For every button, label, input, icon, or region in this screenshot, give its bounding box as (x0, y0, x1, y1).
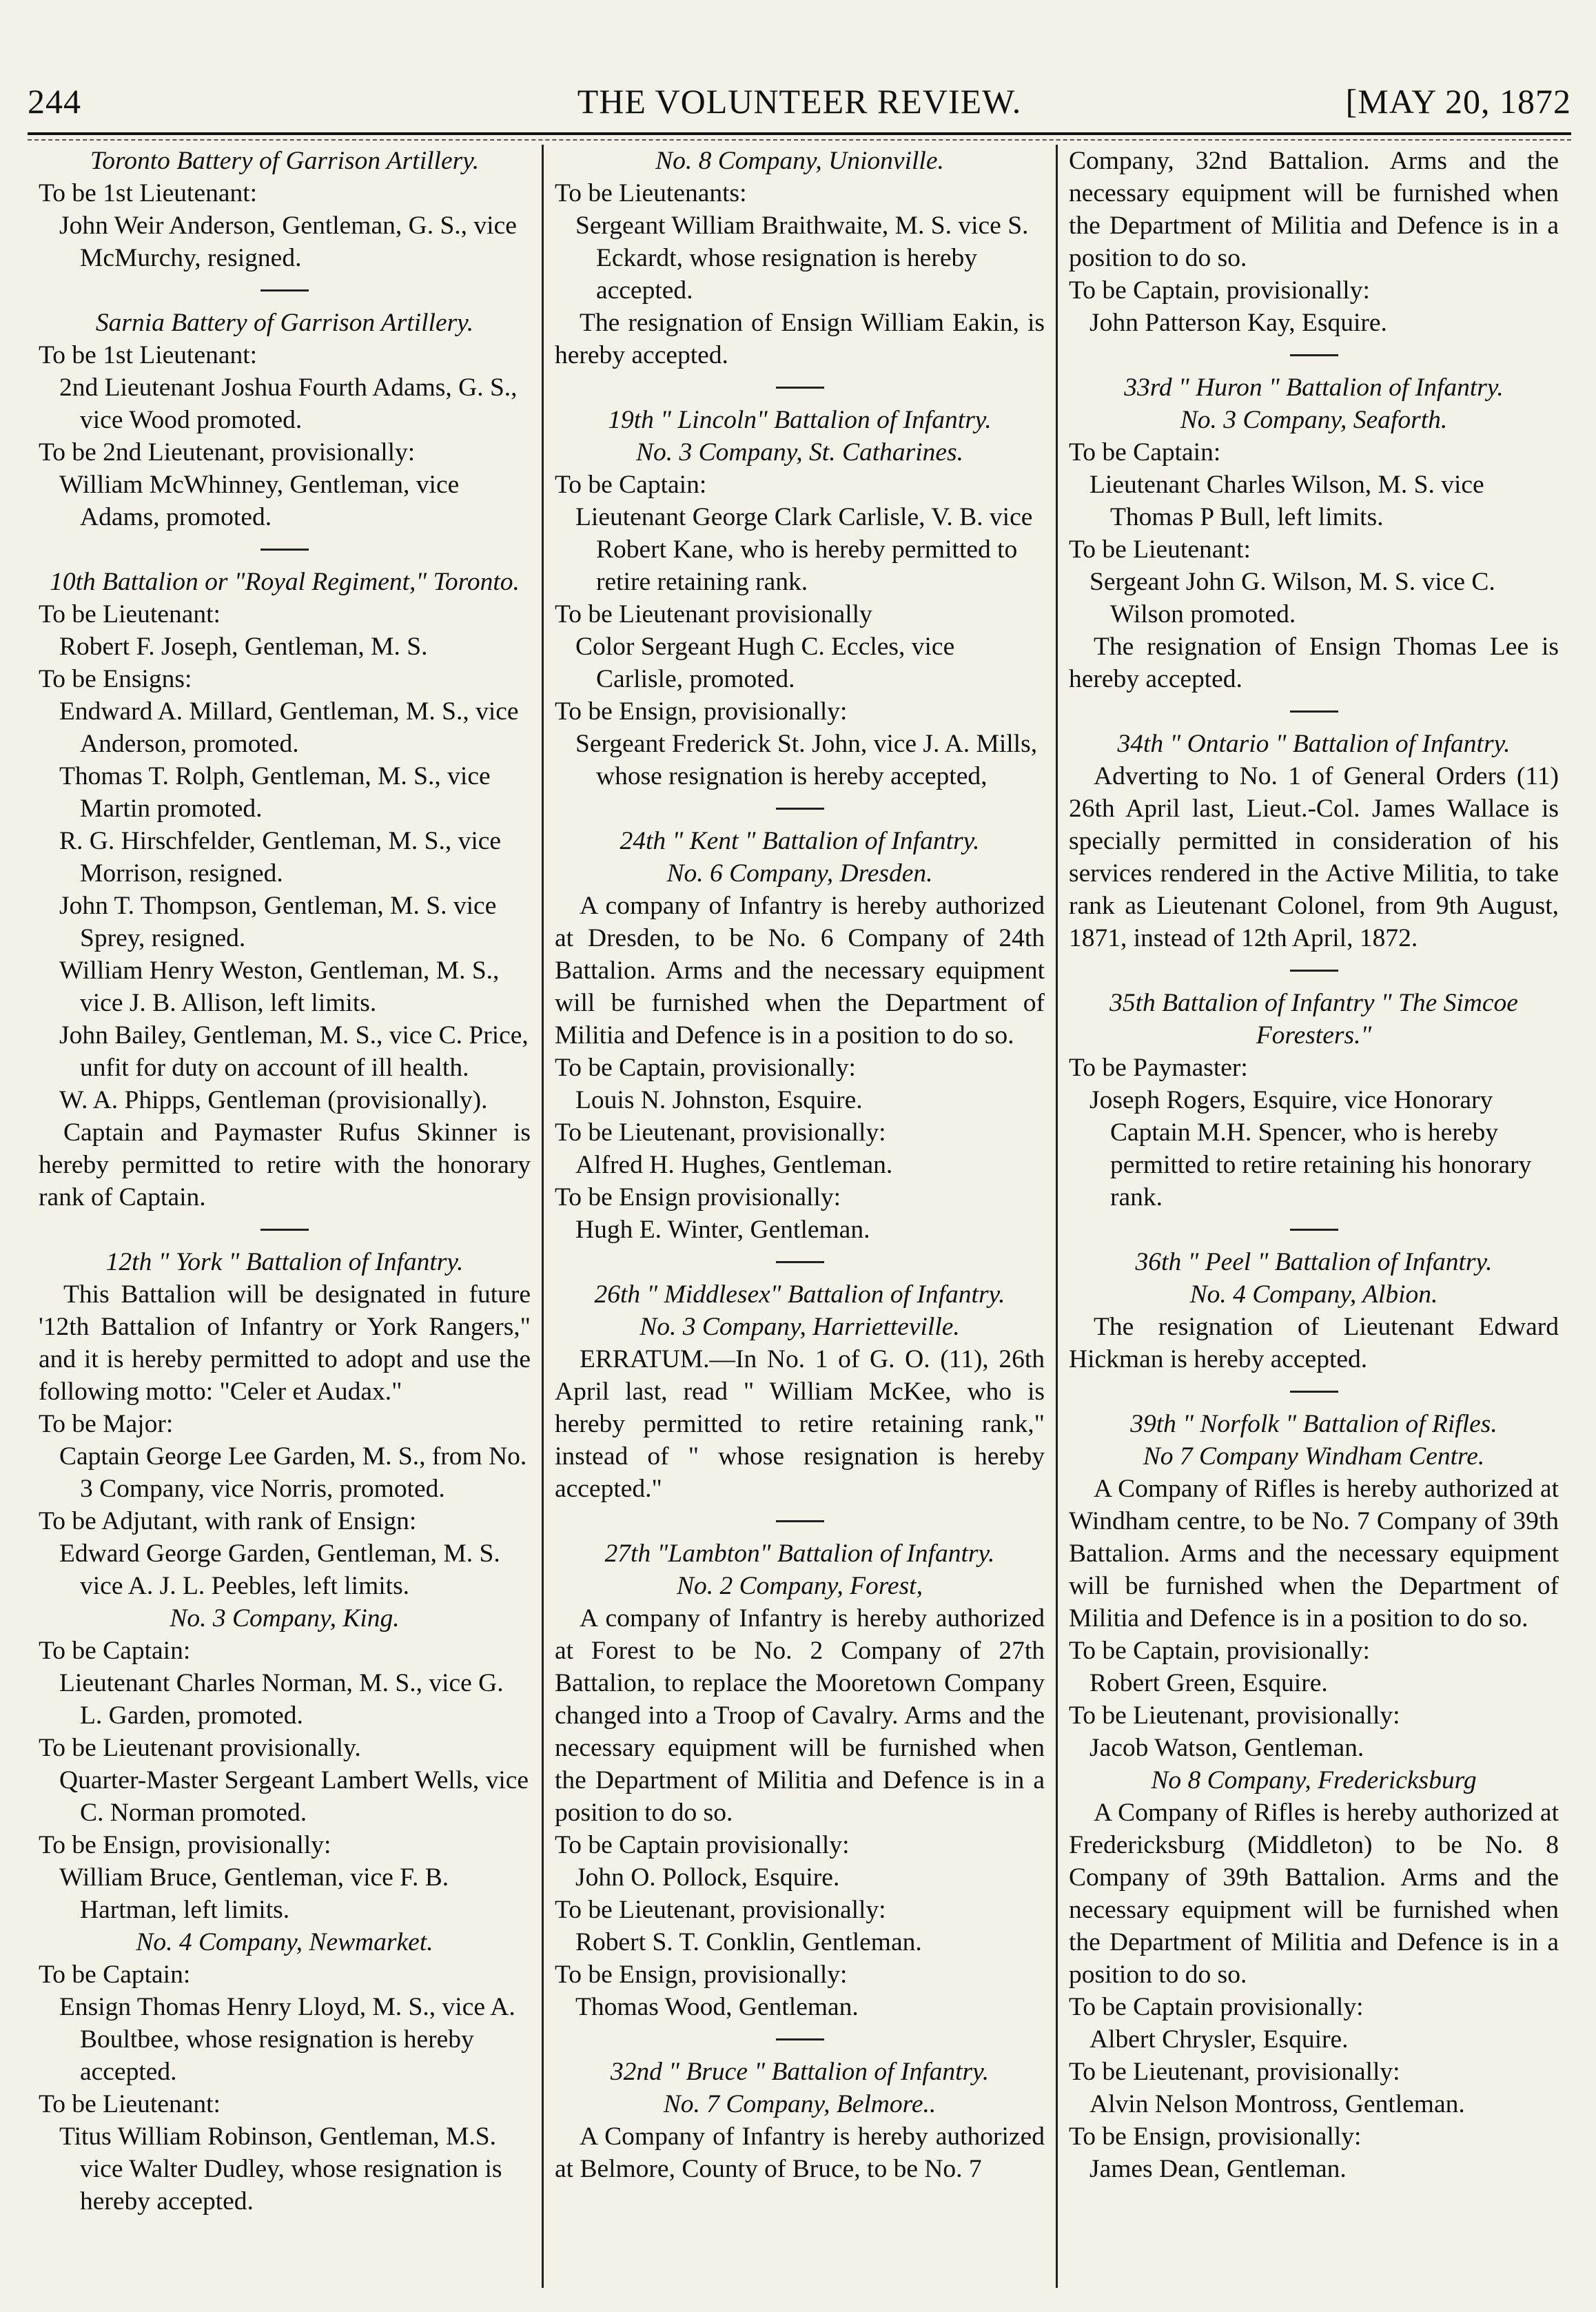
appointment-heading: To be Lieutenant: (1069, 535, 1251, 564)
appointment-heading: To be Captain, provisionally: (1069, 276, 1370, 305)
appointment-entry: Robert Green, Esquire. (1089, 1669, 1328, 1697)
appointment-entry: Sergeant John G. Wilson, M. S. vice C. Wilson promoted. (1089, 568, 1495, 628)
appointment-entry: Lieutenant Charles Wilson, M. S. vice Thomas P Bull, left limits. (1089, 471, 1484, 531)
separator-rule (1290, 354, 1338, 356)
appointment-heading: To be Captain, provisionally: (1069, 1637, 1370, 1665)
appointment-entry: Albert Chrysler, Esquire. (1089, 2025, 1349, 2054)
separator-rule (1290, 1391, 1338, 1393)
appointment-entry: Joseph Rogers, Esquire, vice Honorary Captain M.H. Spencer, who is hereby permitted to retire retaining his honorary rank. (1089, 1086, 1532, 1211)
section-heading: 27th "Lambton" Battalion of Infantry. (604, 1539, 995, 1568)
appointment-entry: Jacob Watson, Gentleman. (1089, 1734, 1364, 1762)
page-number: 244 (28, 82, 81, 121)
appointment-entry: Lieutenant George Clark Carlisle, V. B. vice Robert Kane, who is hereby permitted to retire retaining rank. (575, 503, 1033, 596)
appointment-heading: To be Lieutenant, provisionally: (555, 1118, 886, 1147)
section-heading: 39th " Norfolk " Battalion of Rifles. (1130, 1410, 1497, 1438)
section-heading: 26th " Middlesex" Battalion of Infantry. (594, 1280, 1005, 1309)
company-heading: No. 3 Company, King. (170, 1604, 400, 1633)
section-heading: 32nd " Bruce " Battalion of Infantry. (610, 2058, 990, 2086)
appointment-heading: To be 1st Lieutenant: (39, 179, 258, 207)
appointment-heading: To be 1st Lieutenant: (39, 341, 258, 369)
company-heading: No. 6 Company, Dresden. (666, 859, 933, 888)
header-rule-dashed (28, 139, 1571, 141)
notice-paragraph: A company of Infantry is hereby authorized at Forest to be No. 2 Company of 27th Battalion, to replace the Mooretown Company changed into a Troop of Cavalry. Arms and the necessary equipment will be furnished when the Department of Militia and Defence is in a position to do so. (555, 1604, 1045, 1827)
appointment-entry: Thomas T. Rolph, Gentleman, M. S., vice Martin promoted. (59, 762, 491, 823)
appointment-heading: To be Captain: (39, 1637, 191, 1665)
separator-rule (1290, 970, 1338, 972)
separator-rule (260, 289, 309, 291)
appointment-entry: Robert S. T. Conklin, Gentleman. (575, 1928, 922, 1956)
appointment-heading: To be Captain provisionally: (555, 1831, 850, 1859)
appointment-heading: To be Lieutenant, provisionally: (555, 1896, 886, 1924)
appointment-heading: To be Captain: (1069, 438, 1221, 467)
separator-rule (1290, 710, 1338, 713)
company-heading: No. 3 Company, St. Catharines. (635, 438, 964, 467)
appointment-entry: Sergeant William Braithwaite, M. S. vice S. Eckardt, whose resignation is hereby accepted. (575, 212, 1029, 305)
separator-rule (776, 808, 824, 810)
appointment-heading: To be Lieutenant, provisionally: (1069, 2058, 1400, 2086)
notice-paragraph: Adverting to No. 1 of General Orders (11) 26th April last, Lieut.-Col. James Wallace is specially permitted in consideration of his services rendered in the Active Militia, to take rank as Lieutenant Colonel, from 9th August, 1871, instead of 12th April, 1872. (1069, 762, 1559, 952)
appointment-entry: Quarter-Master Sergeant Lambert Wells, vice C. Norman promoted. (59, 1766, 529, 1827)
appointment-entry: John O. Pollock, Esquire. (575, 1863, 840, 1892)
appointment-entry: Ensign Thomas Henry Lloyd, M. S., vice A. Boultbee, whose resignation is hereby accepted. (59, 1993, 515, 2086)
appointment-heading: To be Ensign, provisionally: (555, 1961, 848, 1989)
appointment-heading: To be Paymaster: (1069, 1054, 1248, 1082)
column-1 (28, 145, 542, 2288)
section-heading: 35th Battalion of Infantry " The Simcoe Foresters." (1109, 989, 1518, 1050)
appointment-heading: To be Lieutenant, provisionally: (1069, 1701, 1400, 1730)
appointment-entry: Louis N. Johnston, Esquire. (575, 1086, 863, 1114)
appointment-heading: To be 2nd Lieutenant, provisionally: (39, 438, 416, 467)
notice-paragraph: This Battalion will be designated in future '12th Battalion of Infantry or York Rangers," and it is hereby permitted to adopt and use the following motto: "Celer et Audax." (39, 1280, 531, 1406)
column-3 (1056, 145, 1570, 2288)
section-heading: 34th " Ontario " Battalion of Infantry. (1117, 730, 1511, 758)
appointment-entry: John Weir Anderson, Gentleman, G. S., vice McMurchy, resigned. (59, 212, 517, 272)
company-heading: No 8 Company, Fredericksburg (1151, 1766, 1477, 1794)
appointment-heading: To be Ensign, provisionally: (39, 1831, 331, 1859)
appointment-entry: Hugh E. Winter, Gentleman. (575, 1216, 870, 1244)
section-heading: 12th " York " Battalion of Infantry. (105, 1248, 464, 1276)
section-heading: 10th Battalion or "Royal Regiment," Toronto. (50, 568, 520, 596)
appointment-entry: R. G. Hirschfelder, Gentleman, M. S., vice Morrison, resigned. (59, 827, 502, 888)
notice-paragraph: Company, 32nd Battalion. Arms and the necessary equipment will be furnished when the Department of Militia and Defence is in a position to do so. (1069, 147, 1559, 272)
appointment-entry: Edward George Garden, Gentleman, M. S. vice A. J. L. Peebles, left limits. (59, 1539, 500, 1600)
section-heading: 24th " Kent " Battalion of Infantry. (620, 827, 980, 855)
appointment-entry: Sergeant Frederick St. John, vice J. A. Mills, whose resignation is hereby accepted, (575, 730, 1038, 790)
notice-paragraph: Captain and Paymaster Rufus Skinner is hereby permitted to retire with the honorary rank of Captain. (39, 1118, 531, 1211)
notice-paragraph: A Company of Rifles is hereby authorized at Fredericksburg (Middleton) to be No. 8 Company of 39th Battalion. Arms and the necessary equipment will be furnished when the Department of Militia and Defence is in a position to do so. (1069, 1799, 1559, 1989)
appointment-heading: To be Lieutenant: (39, 2090, 221, 2118)
appointment-heading: To be Lieutenant provisionally. (39, 1734, 361, 1762)
appointment-entry: James Dean, Gentleman. (1089, 2155, 1347, 2183)
section-heading: 36th " Peel " Battalion of Infantry. (1135, 1248, 1493, 1276)
separator-rule (776, 1520, 824, 1522)
separator-rule (260, 1229, 309, 1231)
appointment-heading: To be Ensign provisionally: (555, 1183, 841, 1211)
appointment-heading: To be Captain provisionally: (1069, 1993, 1364, 2021)
section-heading: Sarnia Battery of Garrison Artillery. (95, 309, 474, 337)
section-heading: Toronto Battery of Garrison Artillery. (90, 147, 480, 175)
company-heading: No. 3 Company, Harrietteville. (640, 1313, 960, 1341)
appointment-entry: Thomas Wood, Gentleman. (575, 1993, 859, 2021)
separator-rule (776, 2038, 824, 2040)
appointment-heading: To be Ensigns: (39, 665, 192, 693)
appointment-entry: William Henry Weston, Gentleman, M. S., vice J. B. Allison, left limits. (59, 956, 500, 1017)
appointment-entry: Robert F. Joseph, Gentleman, M. S. (59, 633, 428, 661)
notice-paragraph: A Company of Infantry is hereby authorized at Belmore, County of Bruce, to be No. 7 (555, 2122, 1045, 2183)
appointment-heading: To be Ensign, provisionally: (1069, 2122, 1362, 2151)
appointment-entry: W. A. Phipps, Gentleman (provisionally). (59, 1086, 488, 1114)
notice-paragraph: A Company of Rifles is hereby authorized at Windham centre, to be No. 7 Company of 39th Battalion. Arms and the necessary equipment will be furnished when the Department of Militia and Defence is in a position to do so. (1069, 1475, 1559, 1633)
appointment-heading: To be Lieutenant: (39, 600, 221, 628)
notice-paragraph: The resignation of Ensign William Eakin, is hereby accepted. (555, 309, 1045, 369)
columns (28, 145, 1571, 2288)
appointment-heading: To be Ensign, provisionally: (555, 697, 848, 726)
appointment-heading: To be Captain, provisionally: (555, 1054, 856, 1082)
company-heading: No. 2 Company, Forest, (677, 1572, 923, 1600)
separator-rule (260, 549, 309, 551)
company-heading: No. 4 Company, Newmarket. (136, 1928, 433, 1956)
issue-date: [MAY 20, 1872 (1345, 82, 1571, 121)
appointment-heading: To be Major: (39, 1410, 174, 1438)
notice-paragraph: A company of Infantry is hereby authorized at Dresden, to be No. 6 Company of 24th Battalion. Arms and the necessary equipment will be furnished when the Department of Militia and Defence is in a position to do so. (555, 892, 1045, 1050)
appointment-entry: Endward A. Millard, Gentleman, M. S., vice Anderson, promoted. (59, 697, 519, 758)
company-heading: No. 4 Company, Albion. (1189, 1280, 1438, 1309)
company-heading: No. 3 Company, Seaforth. (1180, 406, 1448, 434)
appointment-entry: Lieutenant Charles Norman, M. S., vice G. L. Garden, promoted. (59, 1669, 504, 1730)
appointment-entry: John Bailey, Gentleman, M. S., vice C. Price, unfit for duty on account of ill health. (59, 1021, 529, 1082)
appointment-entry: Captain George Lee Garden, M. S., from No. 3 Company, vice Norris, promoted. (59, 1442, 527, 1503)
appointment-entry: John T. Thompson, Gentleman, M. S. vice Sprey, resigned. (59, 892, 497, 952)
appointment-entry: William Bruce, Gentleman, vice F. B. Hartman, left limits. (59, 1863, 449, 1924)
appointment-entry: Alvin Nelson Montross, Gentleman. (1089, 2090, 1465, 2118)
header-rule (28, 132, 1571, 135)
notice-paragraph: The resignation of Ensign Thomas Lee is hereby accepted. (1069, 633, 1559, 693)
company-heading: No. 8 Company, Unionville. (655, 147, 944, 175)
publication-title: THE VOLUNTEER REVIEW. (577, 82, 1022, 121)
section-heading: 33rd " Huron " Battalion of Infantry. (1124, 374, 1504, 402)
separator-rule (776, 1261, 824, 1263)
appointment-entry: Color Sergeant Hugh C. Eccles, vice Carlisle, promoted. (575, 633, 955, 693)
appointment-heading: To be Lieutenant provisionally (555, 600, 872, 628)
appointment-heading: To be Captain: (39, 1961, 191, 1989)
appointment-entry: William McWhinney, Gentleman, vice Adams, promoted. (59, 471, 460, 531)
appointment-entry: Titus William Robinson, Gentleman, M.S. vice Walter Dudley, whose resignation is hereby accepted. (59, 2122, 502, 2216)
appointment-entry: 2nd Lieutenant Joshua Fourth Adams, G. S., vice Wood promoted. (59, 374, 518, 434)
notice-paragraph: ERRATUM.—In No. 1 of G. O. (11), 26th April last, read " William McKee, who is hereby permitted to retire retaining rank," instead of " whose resignation is hereby accepted." (555, 1345, 1045, 1503)
separator-rule (776, 387, 824, 389)
separator-rule (1290, 1229, 1338, 1231)
section-heading: 19th " Lincoln" Battalion of Infantry. (608, 406, 992, 434)
page-header (28, 81, 1571, 124)
appointment-heading: To be Lieutenants: (555, 179, 747, 207)
appointment-heading: To be Captain: (555, 471, 707, 499)
appointment-entry: John Patterson Kay, Esquire. (1089, 309, 1387, 337)
company-heading: No. 7 Company, Belmore.. (663, 2090, 937, 2118)
company-heading: No 7 Company Windham Centre. (1143, 1442, 1485, 1471)
column-2 (542, 145, 1056, 2288)
appointment-heading: To be Adjutant, with rank of Ensign: (39, 1507, 417, 1535)
appointment-entry: Alfred H. Hughes, Gentleman. (575, 1151, 893, 1179)
notice-paragraph: The resignation of Lieutenant Edward Hickman is hereby accepted. (1069, 1313, 1559, 1373)
